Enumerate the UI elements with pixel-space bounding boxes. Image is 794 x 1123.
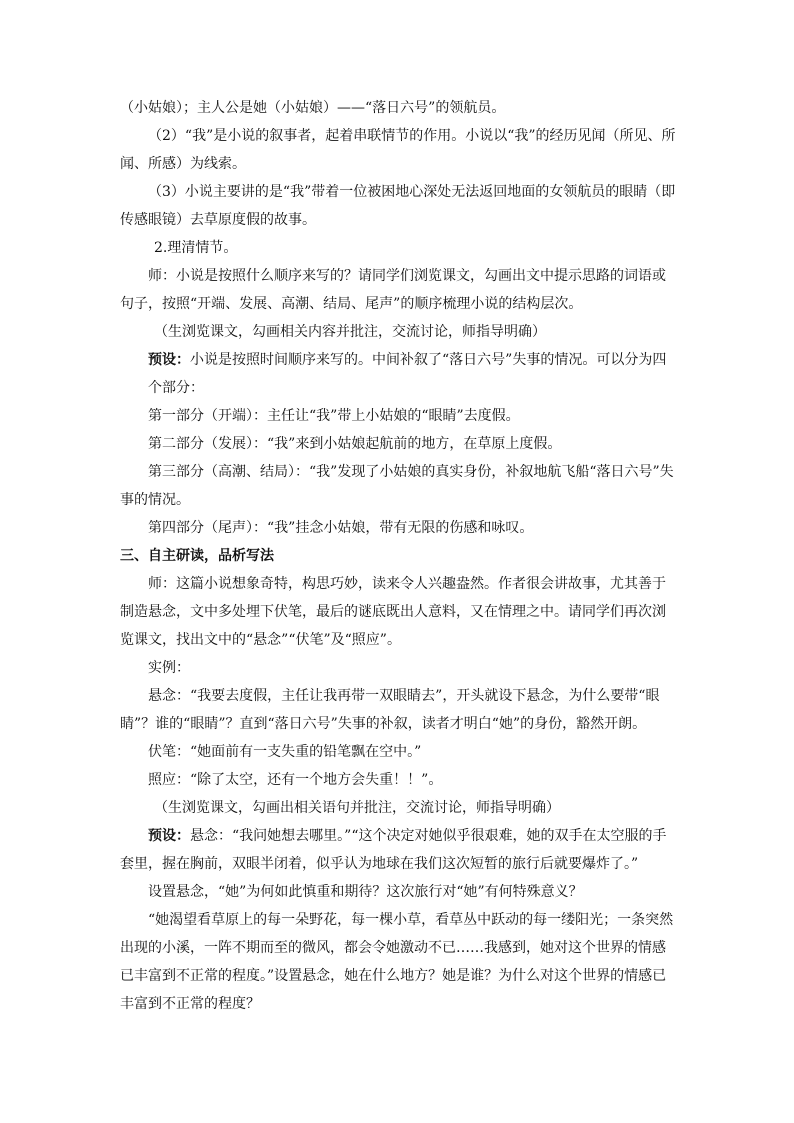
paragraph-suspense-question: 设置悬念，“她”为何如此慎重和期待？这次旅行对“她”有何特殊意义？	[148, 884, 583, 900]
paragraph-part-4: 第四部分（尾声）：“我”挂念小姑娘，带有无限的伤感和咏叹。	[148, 520, 534, 536]
preset-text: 小说是按照时间顺序来写的。中间补叙了“落日六号”失事的情况。可以分为四个部分：	[148, 352, 667, 396]
paragraph-student-activity-1: （生浏览课文，勾画相关内容并批注，交流讨论，师指导明确）	[154, 324, 546, 340]
paragraph-main-character: （小姑娘）；主人公是她（小姑娘）——“落日六号”的领航员。	[120, 100, 506, 116]
paragraph-part-1: 第一部分（开端）：主任让“我”带上小姑娘的“眼睛”去度假。	[148, 408, 520, 424]
paragraph-foreshadowing: 伏笔：“她面前有一支失重的铅笔飘在空中。”	[148, 744, 422, 760]
paragraph-echo: 照应：“除了太空，还有一个地方会失重！！”。	[148, 772, 443, 788]
preset-text-2: 悬念：“我问她想去哪里。”“这个决定对她似乎很艰难，她的双手在太空服的手套里，握在胸前，双眼半闭着，似乎认为地球在我们这次短暂的旅行后就要爆炸了。”	[120, 828, 667, 872]
paragraph-quote-grassland: “她渴望看草原上的每一朵野花，每一棵小草，看草丛中跃动的每一缕阳光；一条突然出现的小溪，一阵不期而至的微风，都会令她激动不已……我感到，她对这个世界的情感已丰富到不正常的程度。”设置悬念，她在什么地方？她是谁？为什么对这个世界的情感已丰富到不正常的程度？	[120, 912, 674, 1012]
section-heading-3: 三、自主研读，品析写法	[120, 548, 274, 564]
paragraph-part-3: 第三部分（高潮、结局）：“我”发现了小姑娘的真实身份，补叙地航飞船“落日六号”失事的情况。	[120, 464, 674, 508]
paragraph-narrator: （2）“我”是小说的叙事者，起着串联情节的作用。小说以“我”的经历见闻（所见、所闻、所感）为线索。	[120, 128, 676, 172]
paragraph-teacher-question-order: 师：小说是按照什么顺序来写的？请同学们浏览课文，勾画出文中提示思路的词语或句子，按照“开端、发展、高潮、结局、尾声”的顺序梳理小说的结构层次。	[120, 268, 666, 312]
paragraph-story-summary: （3）小说主要讲的是“我”带着一位被困地心深处无法返回地面的女领航员的眼睛（即传感眼镜）去草原度假的故事。	[120, 184, 676, 228]
document-page	[120, 94, 678, 1018]
paragraph-preset-2	[120, 822, 678, 878]
paragraph-suspense-example: 悬念：“我要去度假，主任让我再带一双眼睛去”，开头就设下悬念，为什么要带“眼睛”？谁的“眼睛”？直到“落日六号”失事的补叙，读者才明白“她”的身份，豁然开朗。	[120, 688, 660, 732]
paragraph-preset-1	[120, 346, 678, 402]
paragraph-teacher-suspense: 师：这篇小说想象奇特，构思巧妙，读来令人兴趣盎然。作者很会讲故事，尤其善于制造悬念，文中多处埋下伏笔，最后的谜底既出人意料，又在情理之中。请同学们再次浏览课文，找出文中的“悬念”“伏笔”及“照应”。	[120, 576, 666, 648]
paragraph-examples-label: 实例：	[148, 660, 190, 676]
paragraph-part-2: 第二部分（发展）：“我”来到小姑娘起航前的地方，在草原上度假。	[148, 436, 562, 452]
subheading-plot: 2.理清情节。	[154, 240, 238, 256]
preset-label: 预设：	[148, 352, 190, 368]
preset-label-2: 预设：	[148, 828, 190, 844]
paragraph-student-activity-2: （生浏览课文，勾画出相关语句并批注，交流讨论，师指导明确）	[154, 800, 560, 816]
